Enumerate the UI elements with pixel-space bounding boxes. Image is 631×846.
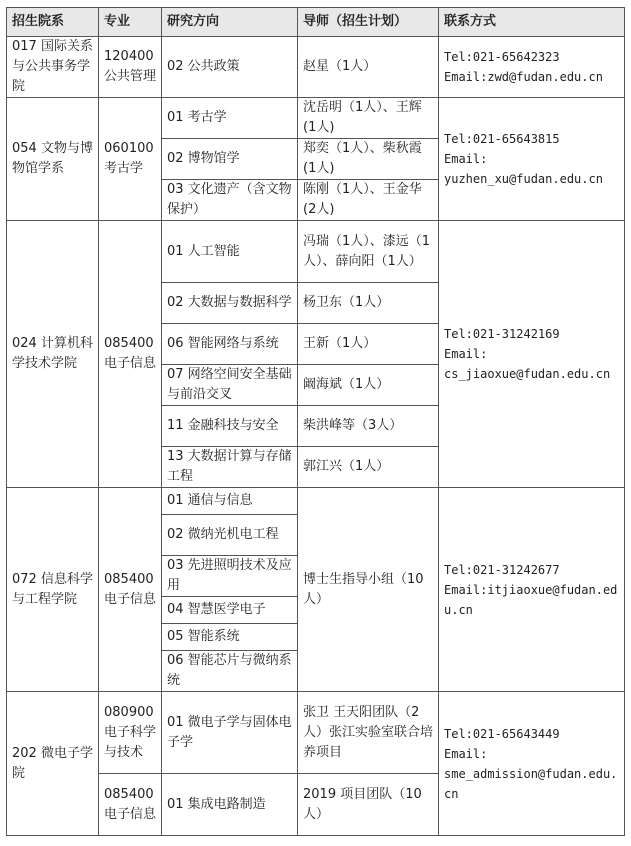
contact-tel: Tel:021-65643815 <box>444 132 560 146</box>
direction-cell: 02 公共政策 <box>162 37 298 98</box>
major-cell: 080900 电子科学与技术 <box>99 692 162 774</box>
major-cell: 085400 电子信息 <box>99 221 162 488</box>
direction-cell: 01 微电子学与固体电子学 <box>162 692 298 774</box>
major-cell: 120400 公共管理 <box>99 37 162 98</box>
advisor-cell: 陈刚（1人）、王金华(2人) <box>298 180 439 221</box>
advisor-cell: 郭江兴（1人） <box>298 447 439 488</box>
contact-cell <box>439 221 625 488</box>
direction-cell: 01 考古学 <box>162 98 298 139</box>
direction-cell: 05 智能系统 <box>162 624 298 651</box>
advisor-cell: 王新（1人） <box>298 324 439 365</box>
department-cell: 202 微电子学院 <box>7 692 99 836</box>
contact-tel: Tel:021-31242677 <box>444 562 560 577</box>
table-row <box>7 692 625 774</box>
admission-table <box>6 7 625 836</box>
header-direction: 研究方向 <box>162 8 298 37</box>
advisor-cell: 冯瑞（1人）、漆远（1人）、薛向阳（1人） <box>298 221 439 283</box>
contact-email: cs_jiaoxue@fudan.edu.cn <box>444 367 611 381</box>
direction-cell: 06 智能网络与系统 <box>162 324 298 365</box>
direction-cell: 06 智能芯片与微纳系统 <box>162 651 298 692</box>
table-row <box>7 98 625 139</box>
advisor-cell: 沈岳明（1人）、王辉(1人) <box>298 98 439 139</box>
contact-email-label: Email: <box>444 152 488 166</box>
direction-cell: 13 大数据计算与存储工程 <box>162 447 298 488</box>
contact-cell <box>439 488 625 692</box>
department-cell: 024 计算机科学技术学院 <box>7 221 99 488</box>
header-row <box>7 8 625 37</box>
advisor-cell: 阚海斌（1人） <box>298 365 439 406</box>
advisor-cell: 柴洪峰等（3人） <box>298 406 439 447</box>
major-cell: 060100 考古学 <box>99 98 162 221</box>
contact-email-label: Email: <box>444 347 488 361</box>
contact-email: sme_admission@fudan.edu.cn <box>444 766 618 801</box>
header-advisor: 导师（招生计划） <box>298 8 439 37</box>
contact-email-label: Email: <box>444 746 488 761</box>
direction-cell: 01 人工智能 <box>162 221 298 283</box>
contact-cell <box>439 692 625 836</box>
table-row <box>7 221 625 283</box>
direction-cell: 03 文化遗产（含文物保护） <box>162 180 298 221</box>
direction-cell: 02 微纳光机电工程 <box>162 515 298 556</box>
table-row <box>7 37 625 98</box>
contact-tel: Tel:021-31242169 <box>444 327 560 341</box>
direction-cell: 01 通信与信息 <box>162 488 298 515</box>
department-cell: 017 国际关系与公共事务学院 <box>7 37 99 98</box>
major-cell: 085400 电子信息 <box>99 488 162 692</box>
department-cell: 054 文物与博物馆学系 <box>7 98 99 221</box>
direction-cell: 01 集成电路制造 <box>162 774 298 836</box>
header-contact: 联系方式 <box>439 8 625 37</box>
direction-cell: 07 网络空间安全基础与前沿交叉 <box>162 365 298 406</box>
header-department: 招生院系 <box>7 8 99 37</box>
major-cell: 085400 电子信息 <box>99 774 162 836</box>
advisor-cell: 2019 项目团队（10人） <box>298 774 439 836</box>
contact-cell <box>439 37 625 98</box>
direction-cell: 11 金融科技与安全 <box>162 406 298 447</box>
advisor-cell: 杨卫东（1人） <box>298 283 439 324</box>
direction-cell: 04 智慧医学电子 <box>162 597 298 624</box>
direction-cell: 02 博物馆学 <box>162 139 298 180</box>
contact-email: Email:zwd@fudan.edu.cn <box>444 70 603 84</box>
header-major: 专业 <box>99 8 162 37</box>
department-cell: 072 信息科学与工程学院 <box>7 488 99 692</box>
advisor-cell: 博士生指导小组（10人） <box>298 488 439 692</box>
contact-cell <box>439 98 625 221</box>
advisor-cell: 赵星（1人） <box>298 37 439 98</box>
contact-email: Email:itjiaoxue@fudan.edu.cn <box>444 582 618 617</box>
direction-cell: 02 大数据与数据科学 <box>162 283 298 324</box>
contact-tel: Tel:021-65642323 <box>444 50 560 64</box>
table-row <box>7 488 625 515</box>
advisor-cell: 张卫 王天阳团队（2人）张江实验室联合培养项目 <box>298 692 439 774</box>
advisor-cell: 郑奕（1人）、柴秋霞(1人) <box>298 139 439 180</box>
direction-cell: 03 先进照明技术及应用 <box>162 556 298 597</box>
contact-tel: Tel:021-65643449 <box>444 726 560 741</box>
contact-email: yuzhen_xu@fudan.edu.cn <box>444 172 603 186</box>
